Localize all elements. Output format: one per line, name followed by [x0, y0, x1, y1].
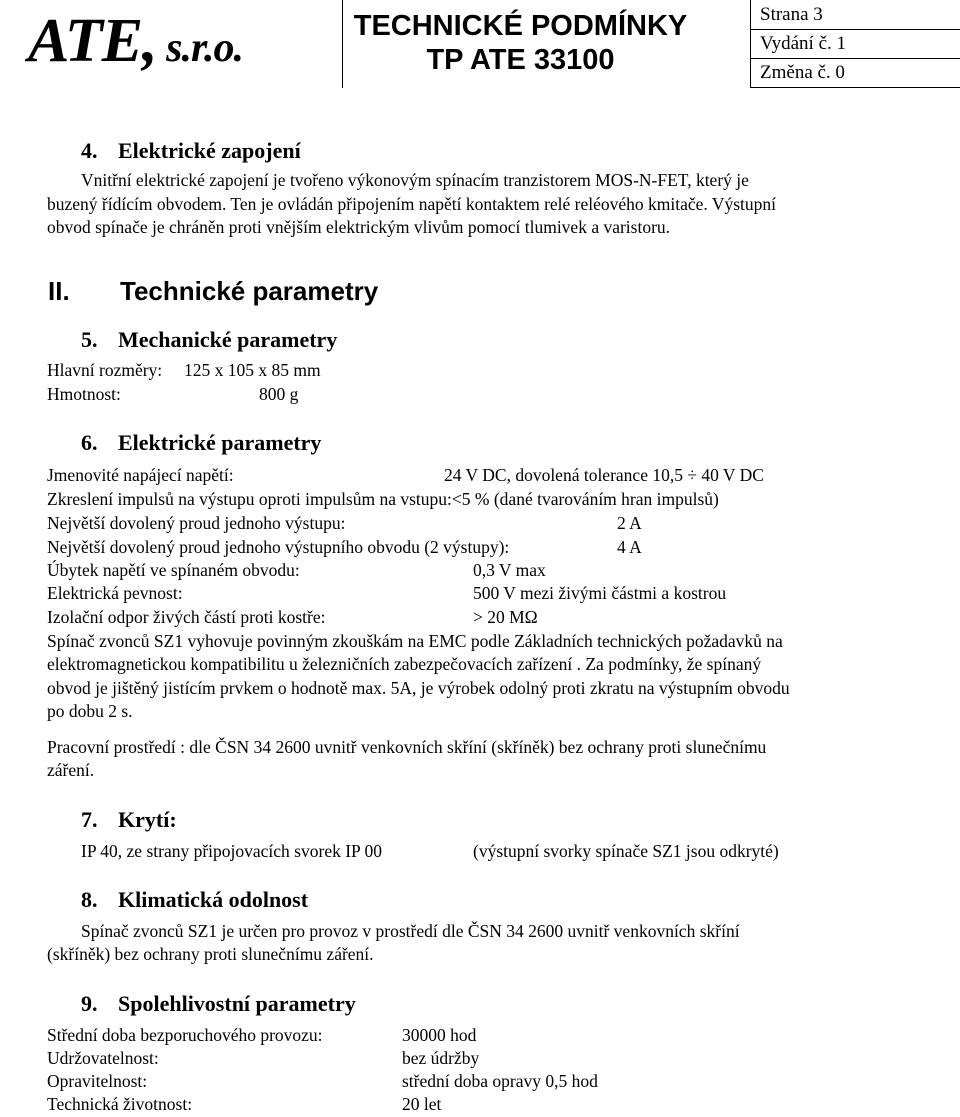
param-value: 125 x 105 x 85 mm: [184, 360, 321, 380]
header-divider: [342, 0, 343, 88]
emc-line: obvod je jištěný jistícím prvkem o hodnotě max. 5A, je výrobek odolný proti zkratu na výstupním obvodu: [47, 678, 790, 698]
sec4-line: obvod spínače je chráněn proti vnějším elektrickým vlivům pomocí tlumivek a varistoru.: [47, 217, 671, 237]
param-value: 30000 hod: [402, 1025, 477, 1045]
section-7-number: 7.: [81, 807, 98, 832]
header-divider: [750, 0, 751, 88]
param-label: Zkreslení impulsů na výstupu oproti impulsům na vstupu:<5 % (dané tvarováním hran impulsů): [47, 489, 719, 509]
env-line: Pracovní prostředí : dle ČSN 34 2600 uvnitř venkovních skříní (skříněk) bez ochrany proti slunečnímu: [47, 737, 767, 757]
section-7-title: Krytí:: [118, 807, 177, 832]
param-value: > 20 MΩ: [473, 607, 538, 627]
section-4-number: 4.: [81, 138, 98, 163]
part-II-title: Technické parametry: [120, 276, 379, 306]
section-5-number: 5.: [81, 327, 98, 352]
company-logo: ATE, s.r.o.: [28, 7, 244, 75]
section-6-title: Elektrické parametry: [118, 430, 322, 455]
param-value: 2 A: [617, 513, 642, 533]
param-value: 500 V mezi živými částmi a kostrou: [473, 583, 727, 603]
param-label: Jmenovité napájecí napětí:: [47, 465, 234, 485]
ip-rating: IP 40, ze strany připojovacích svorek IP 00: [81, 841, 382, 861]
section-5-title: Mechanické parametry: [118, 327, 338, 352]
param-value: 4 A: [617, 537, 642, 557]
env-line: záření.: [47, 760, 95, 780]
param-value: bez údržby: [402, 1048, 480, 1068]
doc-title: TECHNICKÉ PODMÍNKY: [353, 10, 688, 42]
sec4-line: Vnitřní elektrické zapojení je tvořeno výkonovým spínacím tranzistorem MOS-N-FET, který je: [81, 170, 749, 190]
param-label: Střední doba bezporuchového provozu:: [47, 1025, 323, 1045]
sec8-line: Spínač zvonců SZ1 je určen pro provoz v prostředí dle ČSN 34 2600 uvnitř venkovních skříní: [81, 921, 740, 941]
param-label: Hmotnost:: [47, 384, 121, 404]
param-label: Technická životnost:: [47, 1094, 193, 1114]
header-rule: [751, 58, 960, 59]
change-number: Změna č. 0: [760, 62, 845, 83]
section-4-title: Elektrické zapojení: [118, 138, 301, 163]
sec8-line: (skříněk) bez ochrany proti slunečnímu záření.: [47, 944, 374, 964]
section-9-title: Spolehlivostní parametry: [118, 991, 356, 1016]
edition: Vydání č. 1: [760, 33, 847, 54]
param-value: 20 let: [402, 1094, 442, 1114]
page-number: Strana 3: [760, 4, 823, 25]
section-9-number: 9.: [81, 991, 98, 1016]
param-label: Izolační odpor živých částí proti kostře:: [47, 607, 326, 627]
sec4-line: buzený řídícím obvodem. Ten je ovládán připojením napětí kontaktem relé reléového kmitače. Výstupní: [47, 194, 777, 214]
param-value: 800 g: [259, 384, 299, 404]
param-label: Udržovatelnost:: [47, 1048, 159, 1068]
emc-line: Spínač zvonců SZ1 vyhovuje povinným zkouškám na EMC podle Základních technických požadavků na: [47, 631, 783, 651]
param-label: Největší dovolený proud jednoho výstupu:: [47, 513, 346, 533]
param-label: Úbytek napětí ve spínaném obvodu:: [47, 560, 300, 580]
param-label: Opravitelnost:: [47, 1071, 148, 1091]
param-label: Elektrická pevnost:: [47, 583, 183, 603]
doc-number: TP ATE 33100: [426, 44, 615, 76]
ip-note: (výstupní svorky spínače SZ1 jsou odkryté): [473, 841, 779, 861]
header-rule: [751, 29, 960, 30]
emc-line: po dobu 2 s.: [47, 701, 133, 721]
emc-line: elektromagnetickou kompatibilitu u železničních zabezpečovacích zařízení . Za podmínky, že spínaný: [47, 654, 762, 674]
param-label: Hlavní rozměry:: [47, 360, 163, 380]
param-value: 24 V DC, dovolená tolerance 10,5 ÷ 40 V DC: [444, 465, 764, 485]
part-II-number: II.: [48, 276, 70, 306]
page-header: [0, 0, 960, 90]
param-value: 0,3 V max: [473, 560, 546, 580]
section-8-number: 8.: [81, 887, 98, 912]
param-value: střední doba opravy 0,5 hod: [402, 1071, 598, 1091]
param-label: Největší dovolený proud jednoho výstupního obvodu (2 výstupy):: [47, 537, 510, 557]
header-rule: [751, 87, 960, 88]
section-8-title: Klimatická odolnost: [118, 887, 309, 912]
section-6-number: 6.: [81, 430, 98, 455]
